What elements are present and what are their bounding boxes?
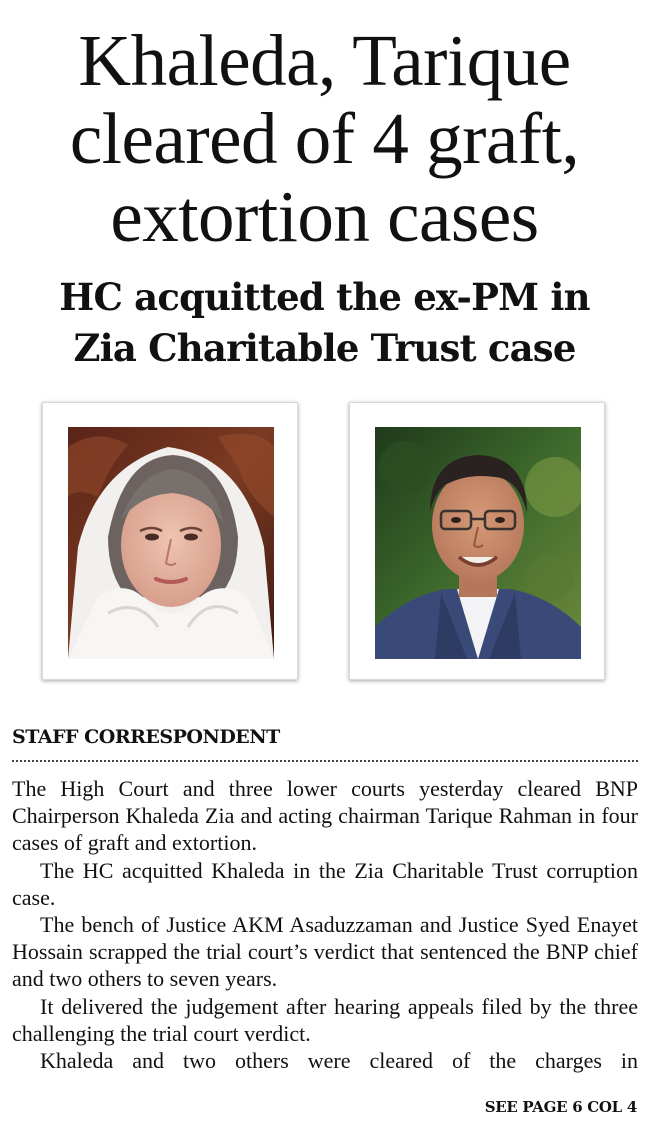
subheadline-line: Zia Charitable Trust case bbox=[73, 326, 576, 370]
story-paragraph: The HC acquitted Khaleda in the Zia Charitable Trust corruption case. bbox=[12, 857, 638, 910]
jump-line: SEE PAGE 6 COL 4 bbox=[484, 1098, 637, 1116]
byline: STAFF CORRESPONDENT bbox=[12, 726, 280, 748]
story-paragraph: The bench of Justice AKM Asaduzzaman and Justice Syed Enayet Hossain scrapped the trial court’s verdict that sentenced the BNP chief and two others to seven years. bbox=[12, 912, 638, 992]
photo-frame-right bbox=[349, 402, 605, 680]
story-body bbox=[12, 775, 638, 1074]
subheadline-line: HC acquitted the ex-PM in bbox=[59, 275, 590, 319]
portrait-tarique-rahman bbox=[375, 427, 581, 659]
headline-line: cleared of 4 graft, bbox=[69, 98, 580, 179]
headline bbox=[0, 22, 649, 256]
headline-line: extortion cases bbox=[110, 176, 539, 257]
photo-frame-left bbox=[42, 402, 298, 680]
story-paragraph: It delivered the judgement after hearing appeals filed by the three challenging the trial court verdict. bbox=[12, 993, 638, 1046]
story-paragraph: Khaleda and two others were cleared of the charges in bbox=[40, 1048, 638, 1074]
subheadline bbox=[0, 272, 649, 374]
story-paragraph: The High Court and three lower courts yesterday cleared BNP Chairperson Khaleda Zia and acting chairman Tarique Rahman in four cases of graft and extortion. bbox=[12, 776, 638, 856]
dotted-divider bbox=[12, 760, 638, 762]
portrait-khaleda-zia bbox=[68, 427, 274, 659]
headline-line: Khaleda, Tarique bbox=[78, 20, 571, 101]
